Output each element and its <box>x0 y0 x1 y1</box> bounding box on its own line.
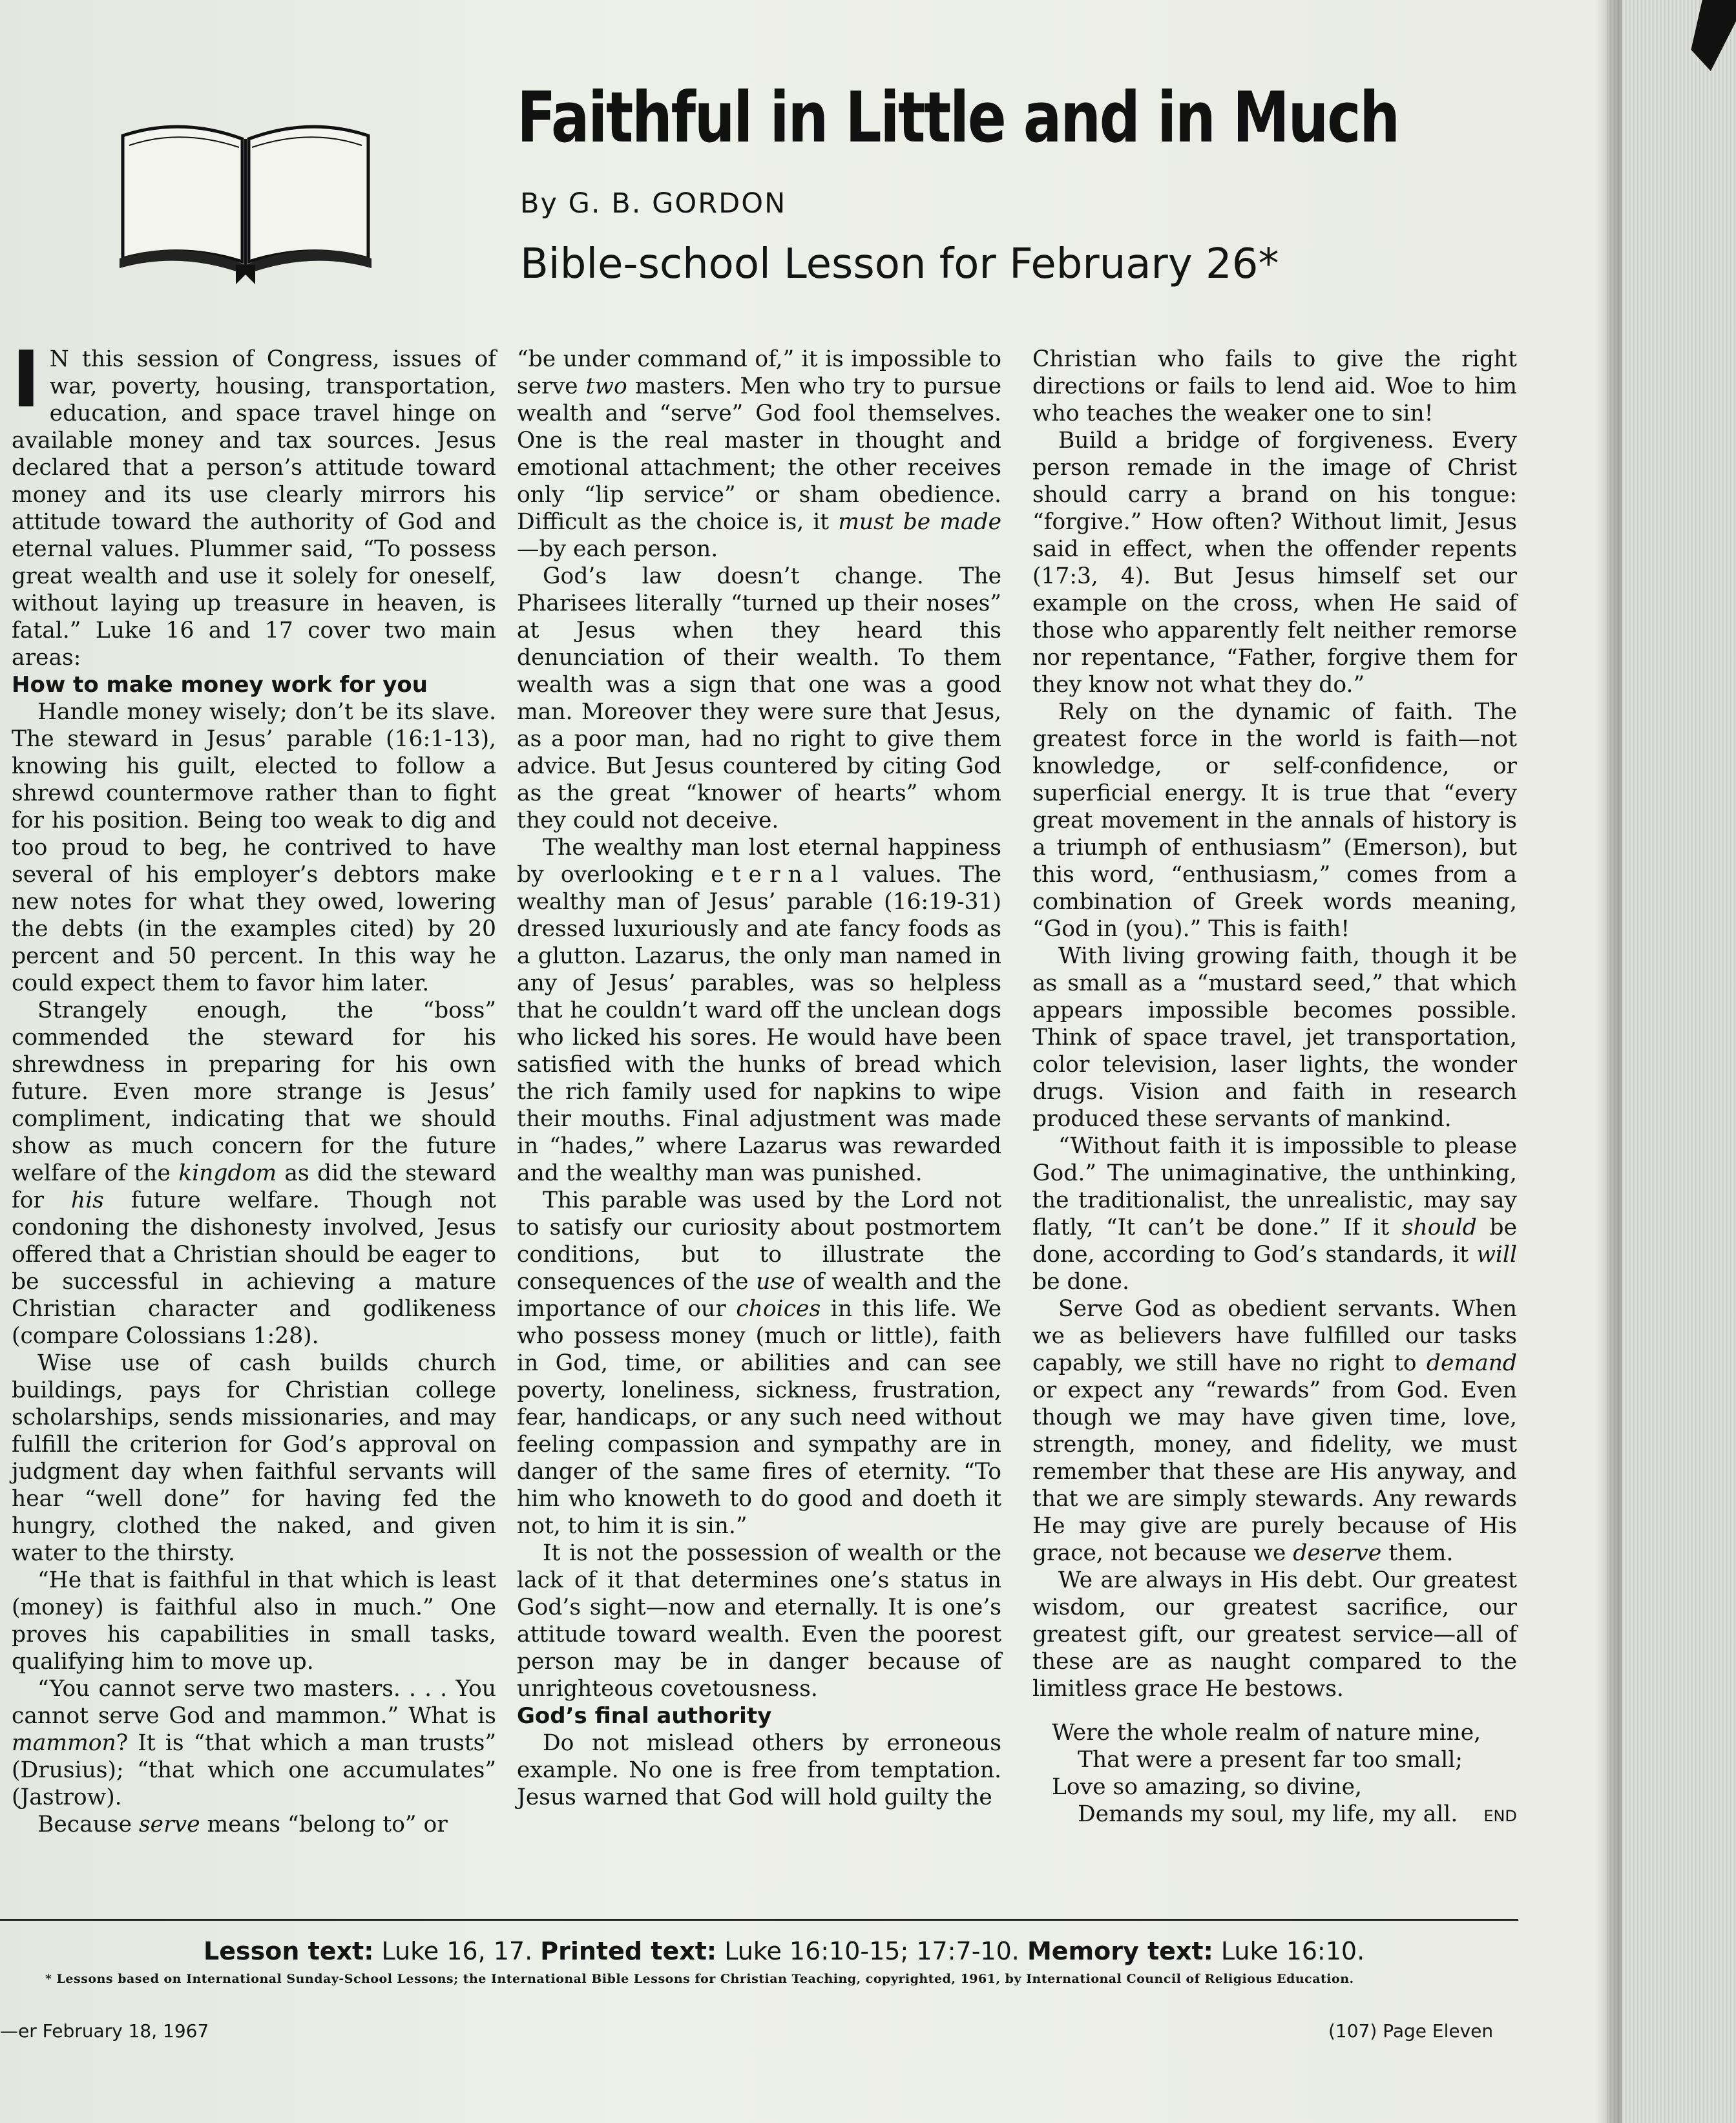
poem-line: Were the whole realm of nature mine, <box>1052 1720 1481 1746</box>
paragraph: Handle money wisely; don’t be its slave. The steward in Jesus’ parable (16:1-13), knowing his guilt, elected to follow a shrewd countermove rather than to fight for his position. Being too weak to dig and too proud to beg, he contrived to have several of his employer’s debtors make new notes for what they owed, lowering the debts (in the examples cited) by 20 percent and 50 percent. In this way he could expect them to favor him later. <box>12 699 496 996</box>
paragraph: “be under command of,” it is impossible to serve two masters. Men who try to pursue wealth and “serve” God fool themselves. One is the real master in thought and emotional attachment; the other receives only “lip service” or sham obedience. Difficult as the choice is, it must be made—by each person. <box>517 346 1001 562</box>
paragraph: Rely on the dynamic of faith. The greatest force in the world is faith—not knowledge, or self-confidence, or superficial energy. It is true that “every great movement in the annals of history is a triumph of enthusiasm” (Emerson), but this word, “enthusiasm,” comes from a combination of Greek words meaning, “God in (you).” This is faith! <box>1032 699 1517 942</box>
column-3 <box>1032 346 1517 1830</box>
paragraph: Build a bridge of forgiveness. Every person remade in the image of Christ should carry a brand on his tongue: “forgive.” How often? Without limit, Jesus said in effect, when the offender repents (17:3, 4). But Jesus himself set our example on the cross, when He said of those who apparently felt neither remorse nor repentance, “Father, forgive them for they know not what they do.” <box>1032 428 1517 698</box>
intro-paragraph: I N this session of Congress, issues of war, poverty, housing, transportation, education, and space travel hinge on available money and tax sources. Jesus declared that a person’s attitude toward money and its use clearly mirrors his attitude toward the authority of God and eternal values. Plummer said, “To possess great wealth and use it solely for oneself, without laying up treasure in heaven, is fatal.” Luke 16 and 17 cover two main areas: <box>12 335 496 671</box>
article-title: Faithful in Little and in Much <box>517 78 1399 158</box>
page-number: (107) Page Eleven <box>1328 2020 1494 2042</box>
paragraph: “He that is faithful in that which is least (money) is faithful also in much.” One proves his capabilities in small tasks, qualifying him to move up. <box>12 1567 496 1675</box>
footnote: * Lessons based on International Sunday-School Lessons; the International Bible Lessons for Christian Teaching, copyrighted, 1961, by International Council of Religious Education. <box>45 1972 1354 1986</box>
paragraph: Wise use of cash builds church buildings, pays for Christian college scholarships, sends missionaries, and may fulfill the criterion for God’s approval on judgment day when faithful servants will hear “well done” for having fed the hungry, clothed the naked, and given water to the thirsty. <box>12 1350 496 1566</box>
lesson-subtitle: Bible-school Lesson for February 26* <box>520 240 1279 288</box>
poem-line: That were a present far too small; <box>1078 1747 1463 1773</box>
paragraph: The wealthy man lost eternal happiness by overlooking eternal values. The wealthy man of Jesus’ parable (16:19-31) dressed luxuriously and ate fancy foods as a glutton. Lazarus, the only man named in any of Jesus’ parables, was so helpless that he couldn’t ward off the unclean dogs who licked his sores. He would have been satisfied with the hunks of bread which the rich family used for napkins to wipe their mouths. Final adjustment was made in “hades,” where Lazarus was rewarded and the wealthy man was punished. <box>517 835 1001 1186</box>
paragraph: Christian who fails to give the right directions or fails to lend aid. Woe to him who teaches the weaker one to sin! <box>1032 346 1517 426</box>
subhead-money: How to make money work for you <box>12 672 428 698</box>
column-1 <box>12 335 496 1838</box>
binding-shadow <box>1596 0 1622 2123</box>
paragraph: “You cannot serve two masters. . . . You cannot serve God and mammon.” What is mammon? It is “that which a man trusts” (Drusius); “that which one accumulates” (Jastrow). <box>12 1676 496 1810</box>
hymn-verse <box>1052 1719 1517 1830</box>
paragraph: God’s law doesn’t change. The Pharisees literally “turned up their noses” at Jesus when they heard this denunciation of their wealth. To them wealth was a sign that one was a good man. Moreover they were sure that Jesus, as a poor man, had no right to give them advice. But Jesus countered by citing God as the great “knower of hearts” whom they could not deceive. <box>517 563 1001 833</box>
poem-line: Love so amazing, so divine, <box>1052 1774 1362 1800</box>
footer-date: —er February 18, 1967 <box>0 2020 209 2042</box>
byline: By G. B. GORDON <box>520 187 787 220</box>
paragraph: It is not the possession of wealth or the lack of it that determines one’s status in God’s sight—now and eternally. It is one’s attitude toward wealth. Even the poorest person may be in danger because of unrighteous covetousness. <box>517 1540 1001 1702</box>
paragraph: Strangely enough, the “boss” commended the steward for his shrewdness in preparing for his own future. Even more strange is Jesus’ compliment, indicating that we should show as much concern for the future welfare of the kingdom as did the steward for his future welfare. Though not condoning the dishonesty involved, Jesus offered that a Christian should be eager to be successful in achieving a mature Christian character and godlikeness (compare Colossians 1:28). <box>12 998 496 1349</box>
paragraph: Serve God as obedient servants. When we as believers have fulfilled our tasks capably, we still have no right to demand or expect any “rewards” from God. Even though we may have given time, love, strength, money, and fidelity, we must remember that these are His anyway, and that we are simply stewards. Any rewards He may give are purely because of His grace, not because we deserve them. <box>1032 1296 1517 1566</box>
paragraph: “Without faith it is impossible to please God.” The unimaginative, the unthinking, the traditionalist, the unrealistic, may say flatly, “It can’t be done.” If it should be done, according to God’s standards, it will be done. <box>1032 1133 1518 1295</box>
open-bible-icon <box>116 110 375 284</box>
divider-rule <box>0 1919 1518 1921</box>
end-mark: END <box>1483 1807 1517 1825</box>
subhead-authority: God’s final authority <box>517 1703 772 1729</box>
lesson-references: Lesson text: Luke 16, 17. Printed text: Luke 16:10-15; 17:7-10. Memory text: Luke 16:10. <box>204 1937 1365 1965</box>
paragraph: With living growing faith, though it be as small as a “mustard seed,” that which appears impossible becomes possible. Think of space travel, jet transportation, color television, laser lights, the wonder drugs. Vision and faith in research produced these servants of mankind. <box>1032 943 1517 1132</box>
poem-line: Demands my soul, my life, my all. END <box>1078 1801 1517 1827</box>
paragraph: Do not mislead others by erroneous example. No one is free from temptation. Jesus warned that God will hold guilty the <box>517 1730 1001 1810</box>
drop-cap: I <box>12 335 41 425</box>
column-2 <box>517 346 1001 1811</box>
paragraph: This parable was used by the Lord not to satisfy our curiosity about postmortem conditions, but to illustrate the consequences of the use of wealth and the importance of our choices in this life. We who possess money (much or little), faith in God, time, or abilities and can see poverty, loneliness, sickness, frustration, fear, handicaps, or any such need without feeling compassion and sympathy are in danger of the same fires of eternity. “To him who knoweth to do good and doeth it not, to him it is sin.” <box>517 1187 1001 1539</box>
book-binding-edge <box>1607 0 1736 2123</box>
paragraph: We are always in His debt. Our greatest wisdom, our greatest sacrifice, our greatest gift, our greatest service—all of these are as naught compared to the limitless grace He bestows. <box>1032 1567 1517 1702</box>
paragraph: Because serve means “belong to” or <box>37 1812 448 1837</box>
